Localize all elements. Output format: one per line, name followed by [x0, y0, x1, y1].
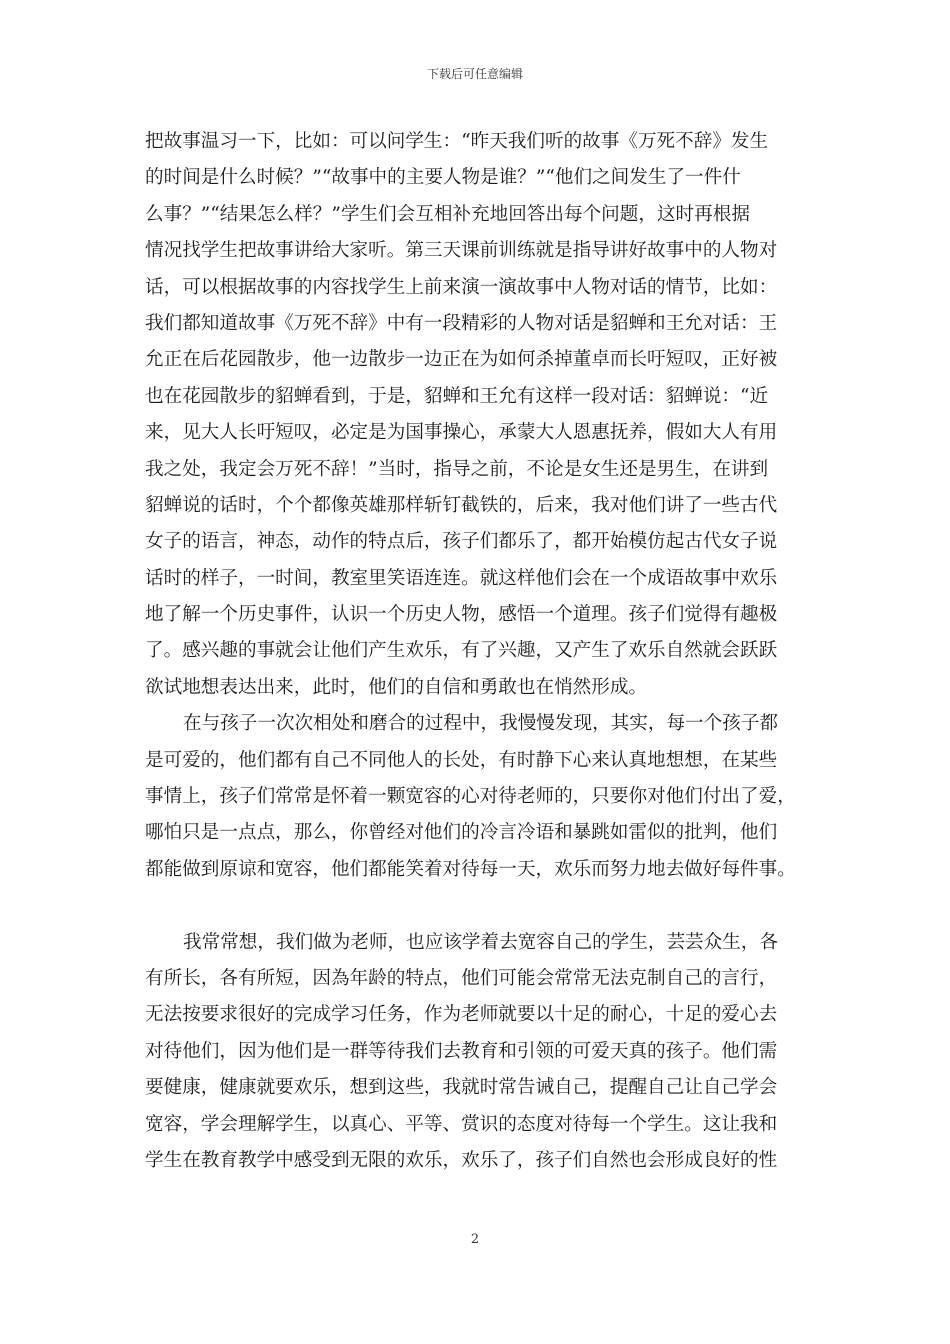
text-line: 宽容，学会理解学生，以真心、平等、赏识的态度对待每一个学生。这让我和: [145, 1113, 778, 1135]
page-header: 下载后可任意编辑: [426, 67, 523, 81]
text-line: 无法按要求很好的完成学习任务，作为老师就要以十足的耐心，十足的爱心去: [145, 1004, 778, 1026]
text-line: 哪怕只是一点点，那么，你曾经对他们的冷言冷语和暴跳如雷似的批判，他们: [145, 822, 778, 844]
text-line: 学生在教育教学中感受到无限的欢乐，欢乐了，孩子们自然也会形成良好的性: [145, 1149, 778, 1171]
text-line: 女子的语言，神态，动作的特点后，孩子们都乐了，都开始模仿起古代女子说: [145, 531, 778, 553]
document-body: [145, 124, 815, 1179]
text-line: 对待他们，因为他们是一群等待我们去教育和引领的可爱天真的孩子。他们需: [145, 1040, 778, 1062]
text-line: 有所长，各有所短，因為年龄的特点，他们可能会常常无法克制自己的言行，: [145, 967, 778, 989]
paragraph: [145, 706, 815, 888]
text-line: 貂蝉说的话时，个个都像英雄那样斩钉截铁的，后来，我对他们讲了一些古代: [145, 494, 778, 516]
text-line: 都能做到原谅和宽容，他们都能笑着对待每一天，欢乐而努力地去做好每件事。: [145, 858, 796, 880]
text-line: 事情上，孩子们常常是怀着一颗宽容的心对待老师的，只要你对他们付出了爱，: [145, 786, 796, 808]
text-line: 欲试地想表达出来，此时，他们的自信和勇敢也在悄然形成。: [145, 676, 648, 698]
text-line: 情况找学生把故事讲给大家听。第三天课前训练就是指导讲好故事中的人物对: [145, 240, 778, 262]
text-line: 话时的样子，一时间，教室里笑语连连。就这样他们会在一个成语故事中欢乐: [145, 567, 778, 589]
text-line: 要健康，健康就要欢乐，想到这些，我就时常告诫自己，提醒自己让自己学会: [145, 1077, 778, 1099]
text-line: 也在花园散步的貂蝉看到，于是，貂蝉和王允有这样一段对话：貂蝉说：“近: [145, 385, 769, 407]
text-line: 的时间是什么时候？”“故事中的主要人物是谁？”“他们之间发生了一件什: [145, 167, 741, 189]
text-line: 我常常想，我们做为老师，也应该学着去宽容自己的学生，芸芸众生，各: [183, 931, 779, 953]
text-line: 在与孩子一次次相处和磨合的过程中，我慢慢发现，其实，每一个孩子都: [183, 713, 779, 735]
text-line: 么事？”“结果怎么样？”学生们会互相补充地回答出每个问题，这时再根据: [145, 203, 750, 225]
text-line: 允正在后花园散步，他一边散步一边正在为如何杀掉董卓而长吁短叹，正好被: [145, 349, 778, 371]
paragraph-gap: [145, 888, 815, 924]
text-line: 是可爱的，他们都有自己不同他人的长处，有时静下心来认真地想想，在某些: [145, 749, 778, 771]
text-line: 话，可以根据故事的内容找学生上前来演一演故事中人物对话的情节，比如：: [145, 276, 778, 298]
text-line: 来，见大人长吁短叹，必定是为国事操心，承蒙大人恩惠抚养，假如大人有用: [145, 422, 778, 444]
paragraph: [145, 925, 815, 1180]
text-line: 把故事温习一下，比如：可以问学生：“昨天我们听的故事《万死不辞》发生: [145, 131, 769, 152]
text-line: 我们都知道故事《万死不辞》中有一段精彩的人物对话是貂蝉和王允对话：王: [145, 312, 778, 334]
text-line: 地了解一个历史事件，认识一个历史人物，感悟一个道理。孩子们觉得有趣极: [145, 604, 778, 626]
text-line: 我之处，我定会万死不辞！”当时，指导之前，不论是女生还是男生，在讲到: [145, 458, 769, 480]
paragraph: [145, 124, 815, 706]
text-line: 了。感兴趣的事就会让他们产生欢乐，有了兴趣，又产生了欢乐自然就会跃跃: [145, 640, 778, 662]
page-number: 2: [470, 1232, 480, 1247]
